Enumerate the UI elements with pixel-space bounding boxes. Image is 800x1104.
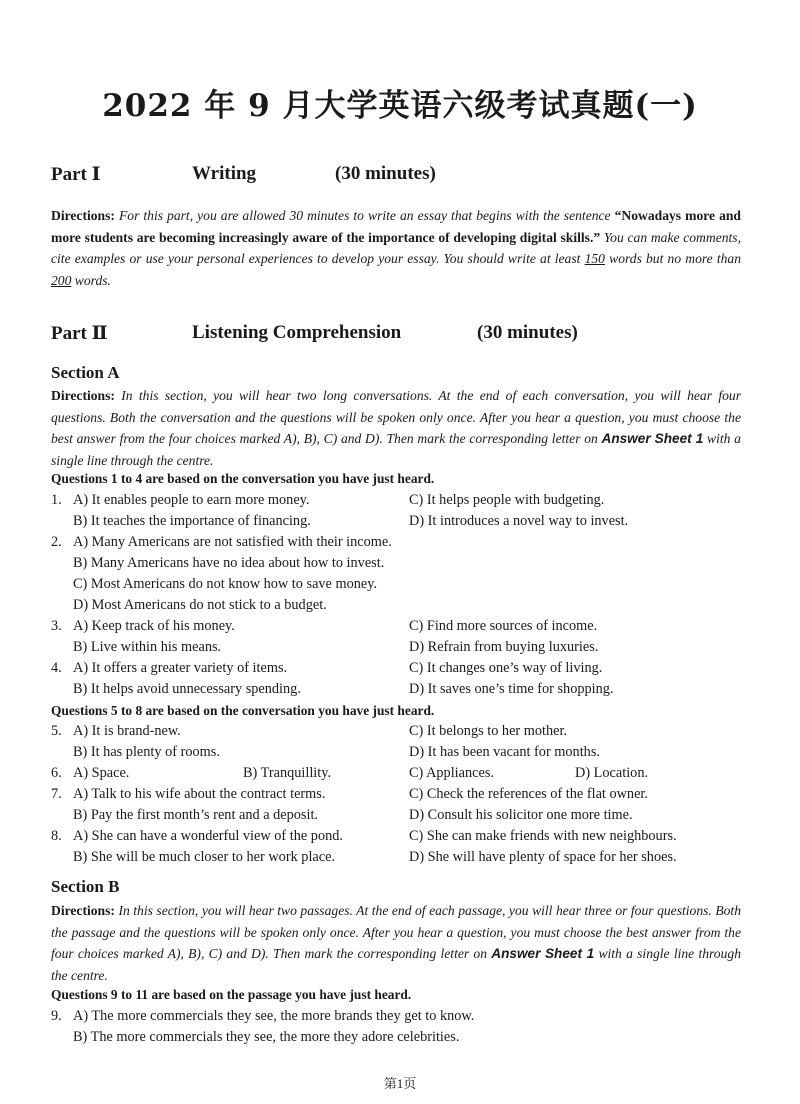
option-a: A) Keep track of his money. — [73, 618, 235, 634]
question-number: 9. — [51, 1008, 62, 1024]
question-group-heading: Questions 9 to 11 are based on the passage you have just heard. — [51, 987, 412, 1002]
question-group-heading: Questions 5 to 8 are based on the conversation you have just heard. — [51, 703, 435, 718]
option-d: D) It introduces a novel way to invest. — [409, 513, 629, 529]
question-number: 7. — [51, 786, 62, 802]
option-a: A) It enables people to earn more money. — [73, 492, 310, 508]
directions-text: words but no more than — [609, 251, 742, 266]
option-d: D) Most Americans do not stick to a budget. — [73, 597, 327, 613]
option-c: C) It helps people with budgeting. — [409, 492, 605, 508]
option-b: B) It has plenty of rooms. — [73, 744, 220, 760]
option-b: B) Pay the first month’s rent and a deposit. — [73, 807, 318, 823]
directions-text: with a single line through the centre. — [51, 431, 741, 468]
directions-text: with a single line through the centre. — [51, 946, 741, 983]
question-number: 6. — [51, 765, 62, 781]
option-c: C) Appliances. — [409, 765, 494, 781]
option-b: B) It teaches the importance of financing. — [73, 513, 311, 529]
option-d: D) It has been vacant for months. — [409, 744, 600, 760]
directions-text: You can make comments, cite examples or use your personal experiences to develop your essay. You should write at least — [51, 229, 741, 266]
option-a: A) Many Americans are not satisfied with their income. — [73, 534, 392, 550]
answer-sheet-label: Answer Sheet 1 — [601, 431, 704, 446]
option-b: B) It helps avoid unnecessary spending. — [73, 681, 301, 697]
directions-text: For this part, you are allowed 30 minutes to write an essay that begins with the sentence — [118, 208, 611, 223]
essay-prompt: “Nowadays more and more students are becoming increasingly aware of the importance of developing digital skills.” — [51, 208, 741, 245]
part2-label: Part Ⅱ — [51, 323, 108, 344]
option-d: D) Consult his solicitor one more time. — [409, 807, 633, 823]
question-number: 2. — [51, 534, 62, 550]
option-a: A) The more commercials they see, the more brands they get to know. — [73, 1008, 475, 1024]
question-number: 4. — [51, 660, 62, 676]
option-b: B) She will be much closer to her work place. — [73, 849, 336, 865]
part1-time: (30 minutes) — [335, 163, 436, 184]
option-a: A) It is brand-new. — [73, 723, 181, 739]
option-a: A) Space. — [73, 765, 130, 781]
section-a-directions — [51, 385, 741, 471]
page-number: 第1页 — [383, 1076, 417, 1091]
question-group-heading: Questions 1 to 4 are based on the conversation you have just heard. — [51, 471, 435, 486]
option-c: C) Find more sources of income. — [409, 618, 598, 634]
option-d: D) She will have plenty of space for her shoes. — [409, 849, 677, 865]
part1-directions — [51, 205, 741, 291]
part2-name: Listening Comprehension — [192, 322, 402, 343]
directions-text: In this section, you will hear two long conversations. At the end of each conversation, you will hear four questions. Both the conversation and the questions will be spoken only once. After you hear a question, you must choose the best answer from the four choices marked A), B), C) and D). Then mark the corresponding letter on — [51, 388, 741, 446]
option-a: A) It offers a greater variety of items. — [73, 660, 288, 676]
option-a: A) She can have a wonderful view of the pond. — [73, 828, 343, 844]
max-words: 200 — [51, 272, 72, 288]
option-c: C) Most Americans do not know how to save money. — [73, 576, 378, 592]
option-b: B) Live within his means. — [73, 639, 222, 655]
option-a: A) Talk to his wife about the contract terms. — [73, 786, 326, 802]
answer-sheet-label: Answer Sheet 1 — [491, 946, 595, 961]
question-number: 1. — [51, 492, 62, 508]
question-number: 3. — [51, 618, 62, 634]
directions-text: In this section, you will hear two passages. At the end of each passage, you will hear three or four questions. Both the passage and the questions will be spoken only once. After you hear a question, you must choose the best answer from the four choices marked A), B), C) and D). Then mark the corresponding letter on — [51, 903, 741, 961]
part2-time: (30 minutes) — [477, 322, 578, 343]
page-title: 2022 年 9 月大学英语六级考试真题(一) — [102, 88, 698, 124]
option-d: D) Location. — [575, 765, 649, 781]
directions-label: Directions: — [51, 388, 115, 403]
option-d: D) It saves one’s time for shopping. — [409, 681, 614, 697]
section-b-directions — [51, 900, 741, 986]
question-number: 8. — [51, 828, 62, 844]
option-b: B) Tranquillity. — [243, 765, 332, 781]
directions-text: words. — [74, 272, 111, 288]
section-a-heading: Section A — [51, 363, 120, 382]
question-number: 5. — [51, 723, 62, 739]
option-b: B) The more commercials they see, the more they adore celebrities. — [73, 1029, 460, 1045]
directions-label: Directions: — [51, 208, 115, 223]
option-c: C) She can make friends with new neighbours. — [409, 828, 677, 844]
directions-label: Directions: — [51, 903, 115, 918]
part1-name: Writing — [192, 163, 257, 184]
option-c: C) It belongs to her mother. — [409, 723, 568, 739]
option-c: C) Check the references of the flat owner. — [409, 786, 648, 802]
option-b: B) Many Americans have no idea about how to invest. — [73, 555, 385, 571]
part1-label: Part Ⅰ — [51, 164, 101, 185]
option-c: C) It changes one’s way of living. — [409, 660, 603, 676]
section-b-heading: Section B — [51, 877, 120, 896]
option-d: D) Refrain from buying luxuries. — [409, 639, 599, 655]
min-words: 150 — [584, 251, 605, 266]
